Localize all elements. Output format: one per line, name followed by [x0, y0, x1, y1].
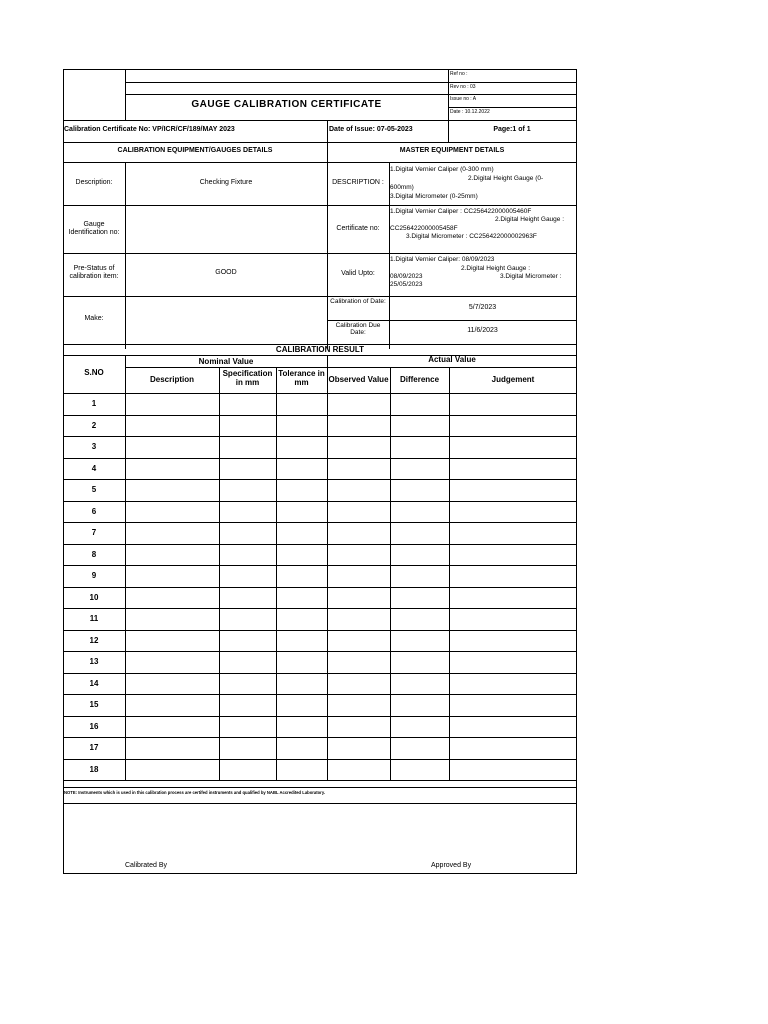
calibration-due-label: Calibration Due Date:	[335, 322, 381, 337]
row-number: 11	[89, 614, 99, 623]
divider	[63, 803, 577, 804]
divider	[63, 142, 577, 143]
column-header-description: Description	[149, 375, 194, 384]
border-top	[63, 69, 577, 70]
divider	[63, 544, 577, 545]
prestatus-label: Pre-Status of calibration item:	[69, 265, 119, 281]
column-header-tolerance: Tolerance in mm	[278, 369, 325, 388]
divider	[327, 142, 328, 349]
valid-upto-line: 3.Digital Micrometer :	[500, 273, 562, 280]
calibration-date-value: 5/7/2023	[468, 304, 497, 311]
issue-no: Issue no : A	[450, 96, 477, 102]
divider	[327, 320, 577, 321]
divider	[63, 501, 577, 502]
row-number: 10	[89, 593, 99, 602]
divider	[63, 296, 577, 297]
divider	[63, 436, 577, 437]
divider	[63, 415, 577, 416]
row-number: 5	[91, 485, 97, 494]
divider	[63, 737, 577, 738]
divider	[125, 367, 577, 368]
identification-label: Gauge Identification no:	[68, 221, 120, 237]
valid-upto-line: 08/09/2023	[390, 273, 423, 280]
row-number: 3	[91, 442, 97, 451]
row-number: 17	[89, 743, 99, 752]
actual-value-header: Actual Value	[428, 355, 476, 364]
divider	[125, 162, 126, 349]
rev-no: Rev no : 03	[450, 84, 476, 90]
make-label: Make:	[84, 315, 104, 322]
divider	[63, 694, 577, 695]
date-of-issue: Date of Issue: 07-05-2023	[329, 126, 413, 133]
page-number: Page:1 of 1	[493, 126, 531, 133]
valid-upto-line: 2.Digital Height Gauge :	[461, 265, 531, 272]
ref-no: Ref no :	[450, 71, 468, 77]
valid-upto-label: Valid Upto:	[341, 270, 375, 277]
row-number: 14	[89, 679, 99, 688]
row-number: 4	[91, 464, 97, 473]
calibration-certificate	[63, 69, 577, 874]
calibration-result-title: CALIBRATION RESULT	[275, 345, 365, 354]
column-header-difference: Difference	[399, 375, 440, 384]
calibration-due-value: 11/6/2023	[467, 327, 498, 334]
header-date: Date : 10.12.2022	[450, 109, 490, 115]
master-description-line: 1.Digital Vernier Caliper (0-300 mm)	[390, 166, 494, 173]
row-number: 9	[91, 571, 97, 580]
row-number: 6	[91, 507, 97, 516]
column-header-observed: Observed Value	[328, 375, 389, 384]
master-details-header: MASTER EQUIPMENT DETAILS	[399, 147, 505, 154]
divider	[449, 367, 450, 780]
approved-by-label: Approved By	[431, 862, 472, 869]
column-header-specification: Specification in mm	[222, 369, 273, 388]
certificate-no-line: 1.Digital Vernier Caliper : CC256422000005460F	[390, 208, 532, 215]
row-number: 1	[91, 399, 97, 408]
divider	[390, 367, 391, 780]
valid-upto-line: 25/05/2023	[390, 281, 423, 288]
description-label: Description:	[75, 179, 113, 186]
row-number: 8	[91, 550, 97, 559]
row-number: 18	[89, 765, 99, 774]
border-right	[576, 69, 577, 874]
row-number: 2	[91, 421, 97, 430]
calibration-date-label: Calibration of Date:	[330, 298, 386, 305]
nominal-value-header: Nominal Value	[198, 357, 254, 366]
valid-upto-line: 1.Digital Vernier Caliper: 08/09/2023	[390, 256, 495, 263]
border-bottom	[63, 873, 577, 874]
row-number: 15	[89, 700, 99, 709]
row-number: 16	[89, 722, 99, 731]
gauge-details-header: CALIBRATION EQUIPMENT/GAUGES DETAILS	[117, 147, 273, 154]
sno-header: S.NO	[84, 368, 104, 377]
divider	[63, 253, 577, 254]
divider	[63, 205, 577, 206]
divider	[63, 587, 577, 588]
divider	[327, 120, 328, 142]
row-number: 12	[89, 636, 99, 645]
divider	[63, 759, 577, 760]
calibrated-by-label: Calibrated By	[125, 862, 168, 869]
divider	[219, 367, 220, 780]
divider	[63, 393, 577, 394]
divider	[276, 367, 277, 780]
description-value: Checking Fixture	[199, 179, 253, 186]
certificate-title: GAUGE CALIBRATION CERTIFICATE	[191, 99, 382, 110]
divider	[63, 458, 577, 459]
row-number: 7	[91, 528, 97, 537]
divider	[63, 630, 577, 631]
certificate-no-line: 3.Digital Micrometer : CC256422000002963F	[406, 233, 537, 240]
divider	[125, 94, 576, 95]
divider	[63, 787, 577, 788]
master-description-label: DESCRIPTION :	[332, 179, 384, 186]
nabl-note: NOTE: Instruments which is used in this calibration process are certifed instruments and qualified by NABL Accredited Laboratory.	[64, 790, 325, 795]
prestatus-value: GOOD	[215, 269, 237, 276]
certificate-no-line: CC256422000005458F	[390, 225, 458, 232]
divider	[63, 780, 577, 781]
divider	[63, 479, 577, 480]
divider	[63, 608, 577, 609]
master-description-line: 2.Digital Height Gauge (0-	[468, 175, 544, 182]
certificate-no-line: 2.Digital Height Gauge :	[495, 216, 565, 223]
divider	[63, 716, 577, 717]
divider	[63, 565, 577, 566]
master-description-line: 3.Digital Micrometer (0-25mm)	[390, 193, 478, 200]
certificate-no-label: Certificate no:	[336, 225, 380, 232]
divider	[63, 522, 577, 523]
divider	[63, 162, 577, 163]
divider	[63, 651, 577, 652]
divider	[63, 120, 577, 121]
master-description-line: 600mm)	[390, 184, 414, 191]
certificate-number: Calibration Certificate No: VP/ICR/CF/189/MAY 2023	[64, 126, 235, 133]
column-header-judgement: Judgement	[491, 375, 535, 384]
divider	[63, 673, 577, 674]
divider	[125, 82, 576, 83]
row-number: 13	[89, 657, 99, 666]
divider	[448, 107, 576, 108]
